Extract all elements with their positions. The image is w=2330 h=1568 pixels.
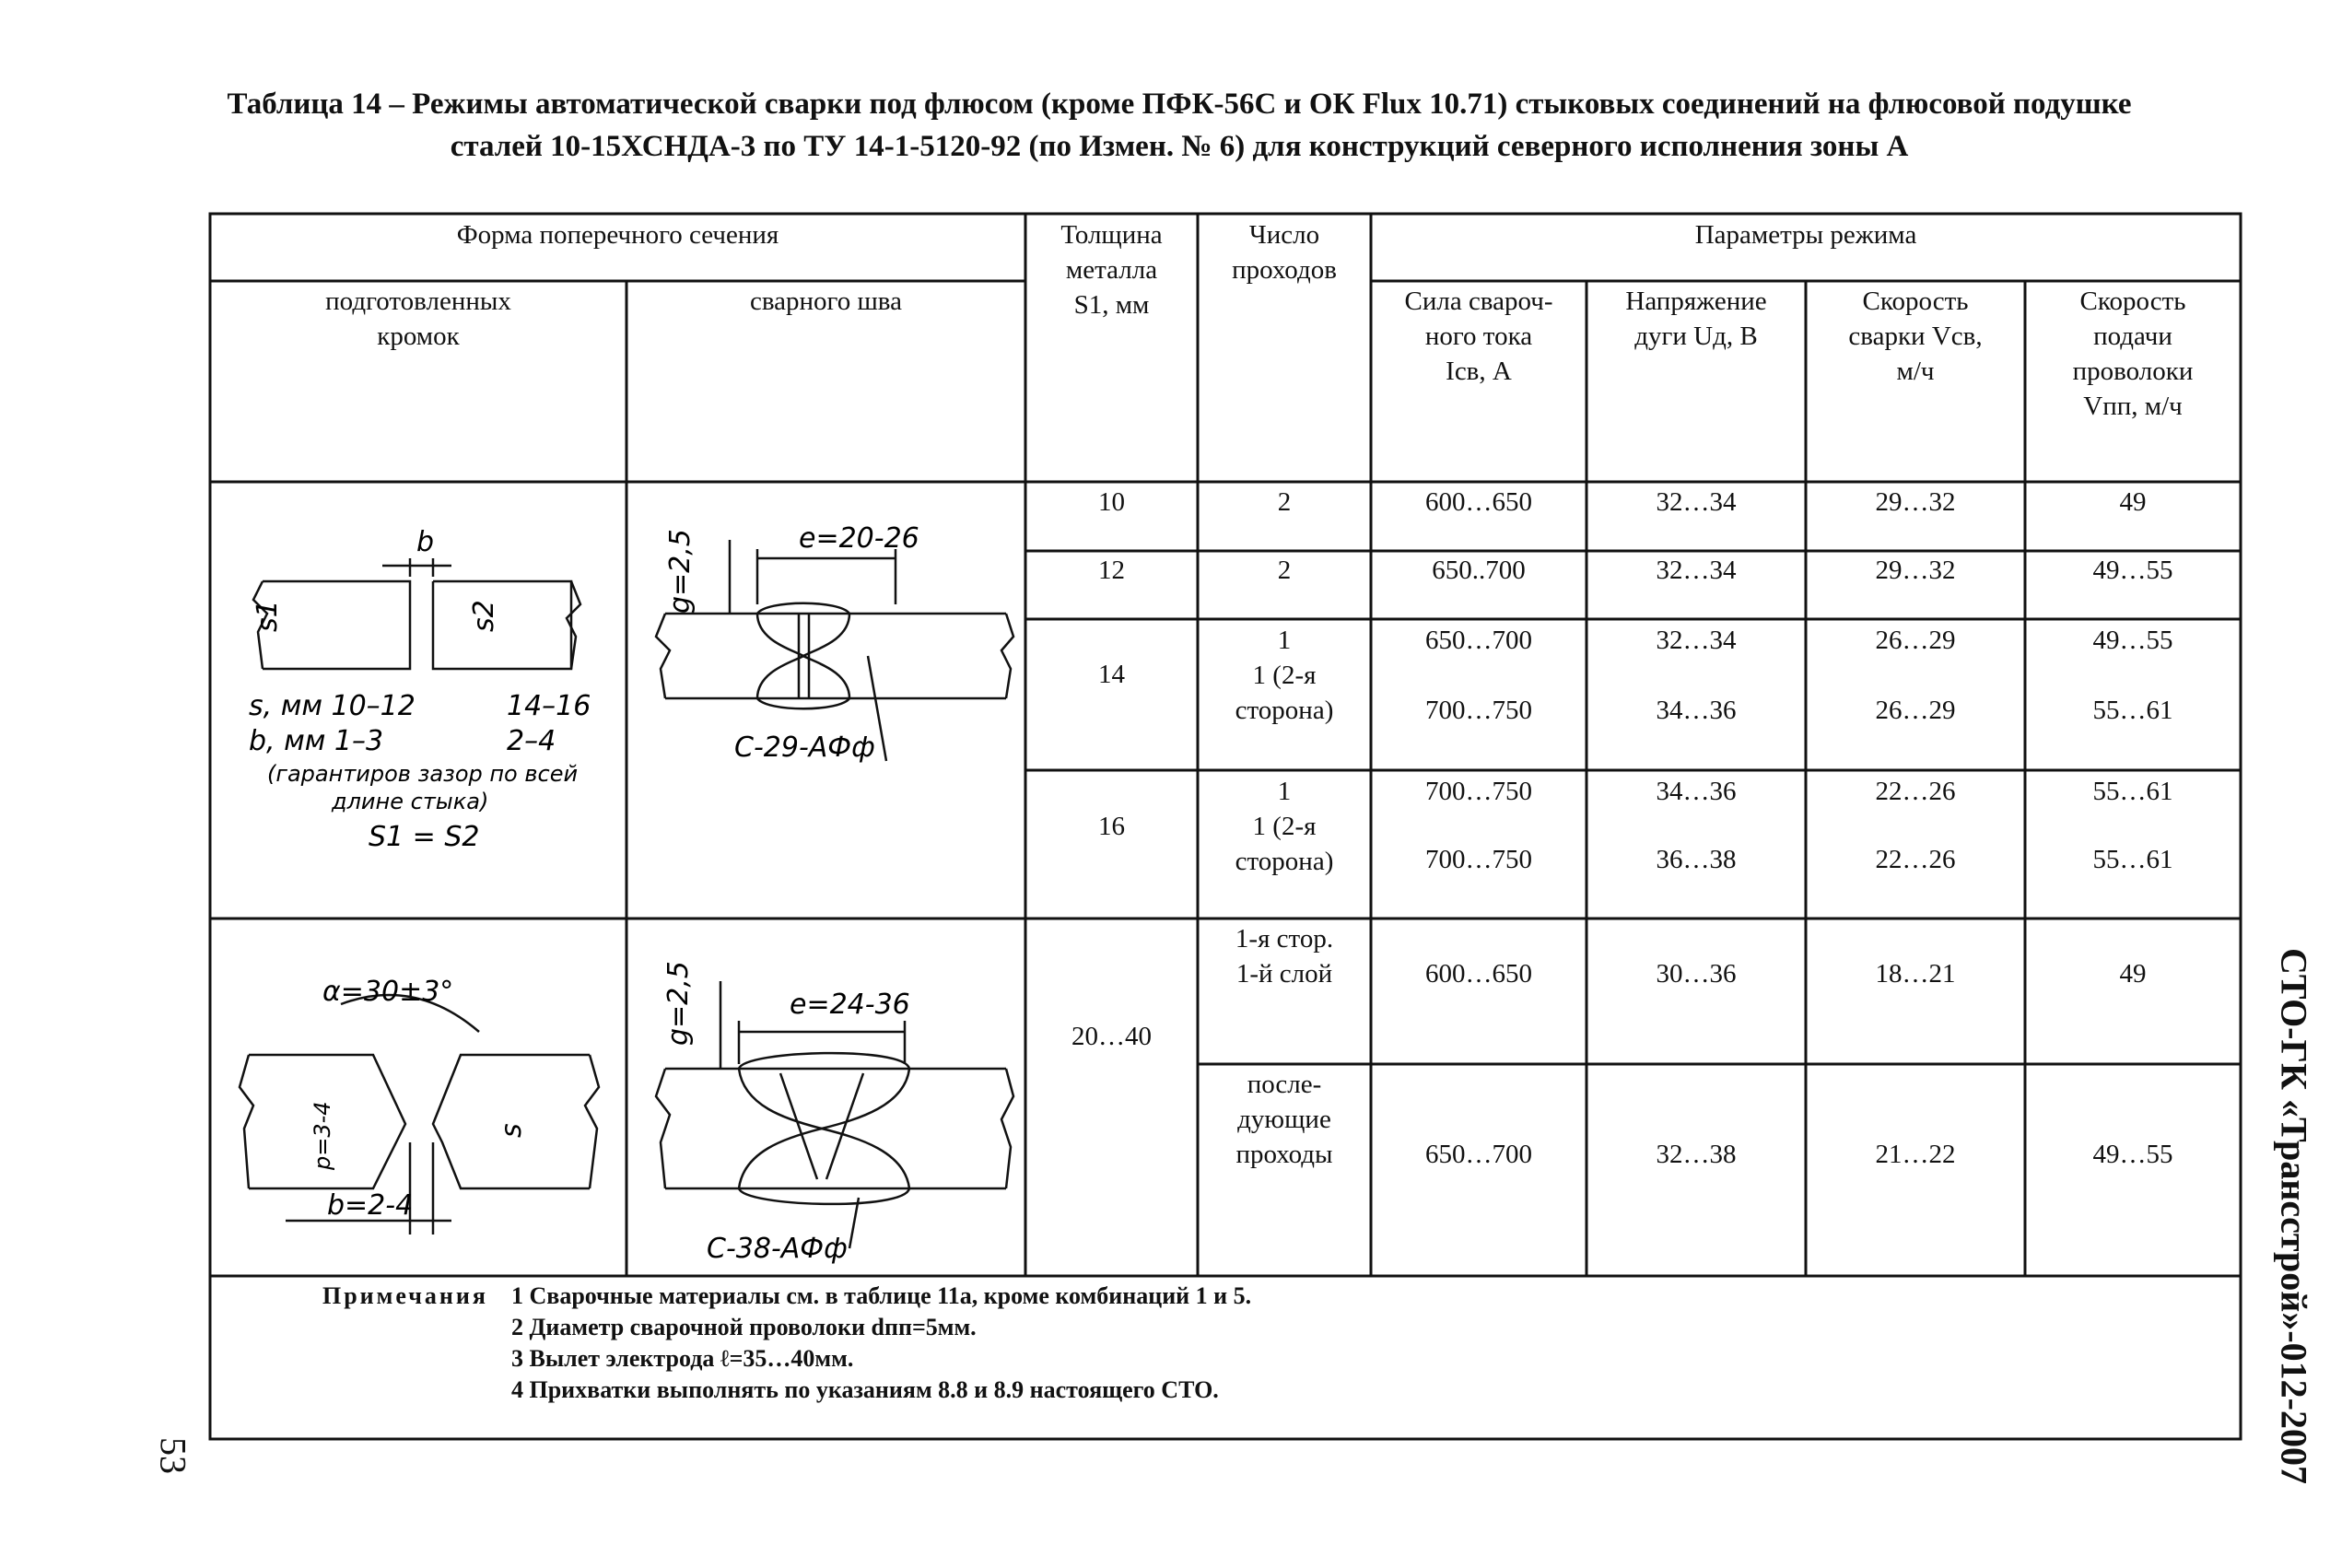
weld2-g-label: g=2,5 [662,961,695,1046]
weld2-code: С-38-АФф [707,1233,848,1265]
row3-voltage-a: 32…34 [1656,626,1737,655]
header-voltage-line: дуги Uд, В [1634,322,1758,351]
weld-section-sketch-1 [628,485,1024,918]
row4-speed-a: 22…26 [1875,777,1956,806]
header-feed-line: Vпп, м/ч [2083,392,2183,421]
header-passes-line: Число [1248,220,1320,250]
weld1-g-label: g=2,5 [664,529,697,614]
header-feed-line: подачи [2093,322,2172,351]
row3-passes-line: сторона) [1235,696,1334,725]
root-face-label: p=3-4 [310,1101,335,1170]
row2-current: 650..700 [1432,556,1526,585]
row5-feed: 49 [2119,959,2147,989]
row5-speed: 18…21 [1875,959,1956,989]
header-passes-line: проходов [1232,255,1337,285]
row4-passes-line: сторона) [1235,847,1334,876]
row2-voltage: 32…34 [1656,556,1737,585]
gap-note-1: (гарантиров зазор по всей [267,761,579,787]
note-item: 1 Сварочные материалы см. в таблице 11а, кроме комбинаций 1 и 5. [511,1282,1252,1309]
notes-list [511,1281,1251,1406]
row6-current: 650…700 [1425,1140,1532,1169]
notes-label: Примечания [322,1282,488,1309]
document-code [2266,903,2322,1529]
note-item: 2 Диаметр сварочной проволоки dпп=5мм. [511,1314,977,1340]
row5-current: 600…650 [1425,959,1532,989]
row4-passes-line: 1 (2-я [1252,812,1317,841]
row3-passes-line: 1 (2-я [1252,661,1317,690]
row4-current-a: 700…750 [1425,777,1532,806]
header-form: Форма поперечного сечения [456,220,779,250]
header-params: Параметры режима [1694,220,1917,250]
row1-voltage: 32…34 [1656,487,1737,517]
header-feed-line: Скорость [2079,287,2186,316]
row4-speed-b: 22…26 [1875,845,1956,874]
row3-speed-b: 26…29 [1875,696,1956,725]
row4-feed-a: 55…61 [2092,777,2173,806]
row2-passes: 2 [1277,556,1292,585]
edge-preparation-sketch-1 [212,485,625,918]
row1-current: 600…650 [1425,487,1532,517]
row2-speed: 29…32 [1875,556,1956,585]
note-item: 4 Прихватки выполнять по указаниям 8.8 и 8.9 настоящего СТО. [511,1376,1219,1403]
row1-passes: 2 [1277,487,1292,517]
row6-speed: 21…22 [1875,1140,1956,1169]
title-line-1: Таблица 14 – Режимы автоматической сварки под флюсом (кроме ПФК-56С и ОК Flux 10.71) стыковых соединений на флюсовой подушке [227,88,2132,121]
page-number-text: 53 [152,1437,194,1474]
s1-label: s1 [252,600,284,632]
row6-passes-line: дующие [1237,1105,1331,1134]
header-current-line: ного тока [1424,322,1533,351]
row3-passes [1198,623,1371,728]
row4-current-b: 700…750 [1425,845,1532,874]
row5-thickness: 20…40 [1071,1022,1152,1051]
row6-voltage: 32…38 [1656,1140,1737,1169]
header-weld: сварного шва [749,287,902,316]
row6-passes-line: после- [1247,1070,1322,1099]
header-voltage-line: Напряжение [1625,287,1767,316]
header-feed [2025,284,2241,424]
edge-preparation-sketch-2 [212,921,625,1274]
row6-passes [1198,1067,1371,1172]
row4-voltage-a: 34…36 [1656,777,1737,806]
row5-passes [1198,921,1371,991]
row1-feed: 49 [2119,487,2147,517]
header-prepared-line: подготовленных [325,287,511,316]
row2-feed: 49…55 [2092,556,2173,585]
header-thickness [1025,217,1198,322]
header-current-line: Iсв, А [1446,357,1512,386]
weld1-code: С-29-АФф [734,731,875,764]
document-code-text: СТО-ГК «Трансстрой»-012-2007 [2273,948,2315,1484]
thickness-s-label: s [496,1123,528,1138]
header-thickness-line: Толщина [1060,220,1163,250]
gap-b-label-2: b=2-4 [327,1189,414,1222]
weld2-e-label: e=24-36 [790,989,910,1021]
header-voltage [1587,284,1806,354]
header-thickness-line: S1, мм [1073,290,1150,320]
s-range-label-2: 14–16 [507,690,591,722]
row3-passes-line: 1 [1277,626,1292,655]
row4-voltage-b: 36…38 [1656,845,1737,874]
row2-thickness: 12 [1098,556,1125,585]
row5-voltage: 30…36 [1656,959,1737,989]
header-prepared [210,284,626,354]
row1-thickness: 10 [1098,487,1125,517]
row3-feed-a: 49…55 [2092,626,2173,655]
row5-passes-line: 1-я стор. [1235,924,1334,954]
header-prepared-line: кромок [377,322,460,351]
row6-passes-line: проходы [1235,1140,1333,1169]
s-range-label: s, мм 10–12 [249,690,416,722]
row4-feed-b: 55…61 [2092,845,2173,874]
bevel-angle-label: α=30±3° [322,976,454,1008]
header-speed-line: Скорость [1862,287,1969,316]
b-range-label: b, мм 1–3 [249,725,384,757]
row1-speed: 29…32 [1875,487,1956,517]
row4-passes-line: 1 [1277,777,1292,806]
header-speed-line: сварки Vсв, [1848,322,1983,351]
page-number [146,1428,201,1483]
row5-passes-line: 1-й слой [1235,959,1333,989]
row4-thickness: 16 [1098,812,1125,841]
header-speed [1806,284,2025,389]
s2-label: s2 [468,600,500,632]
note-item: 3 Вылет электрода ℓ=35…40мм. [511,1345,854,1372]
row3-voltage-b: 34…36 [1656,696,1737,725]
row3-feed-b: 55…61 [2092,696,2173,725]
header-passes [1198,217,1371,287]
header-current-line: Сила свароч- [1404,287,1553,316]
row3-speed-a: 26…29 [1875,626,1956,655]
gap-note-2: длине стыка) [332,789,489,814]
title-line-2: сталей 10-15ХСНДА-3 по ТУ 14-1-5120-92 (по Измен. № 6) для конструкций северного исполнения зоны А [450,130,1909,163]
header-current [1371,284,1587,389]
gap-b-label: b [416,526,435,558]
b-range-label-2: 2–4 [507,725,556,757]
row6-feed: 49…55 [2092,1140,2173,1169]
row3-current-b: 700…750 [1425,696,1532,725]
weld-section-sketch-2 [628,921,1024,1274]
weld1-e-label: e=20-26 [799,522,919,555]
header-speed-line: м/ч [1896,357,1935,386]
row4-passes [1198,774,1371,879]
row3-thickness: 14 [1098,660,1125,689]
header-feed-line: проволоки [2072,357,2194,386]
row3-current-a: 650…700 [1425,626,1532,655]
s-equality: S1 = S2 [369,821,480,853]
header-thickness-line: металла [1065,255,1158,285]
